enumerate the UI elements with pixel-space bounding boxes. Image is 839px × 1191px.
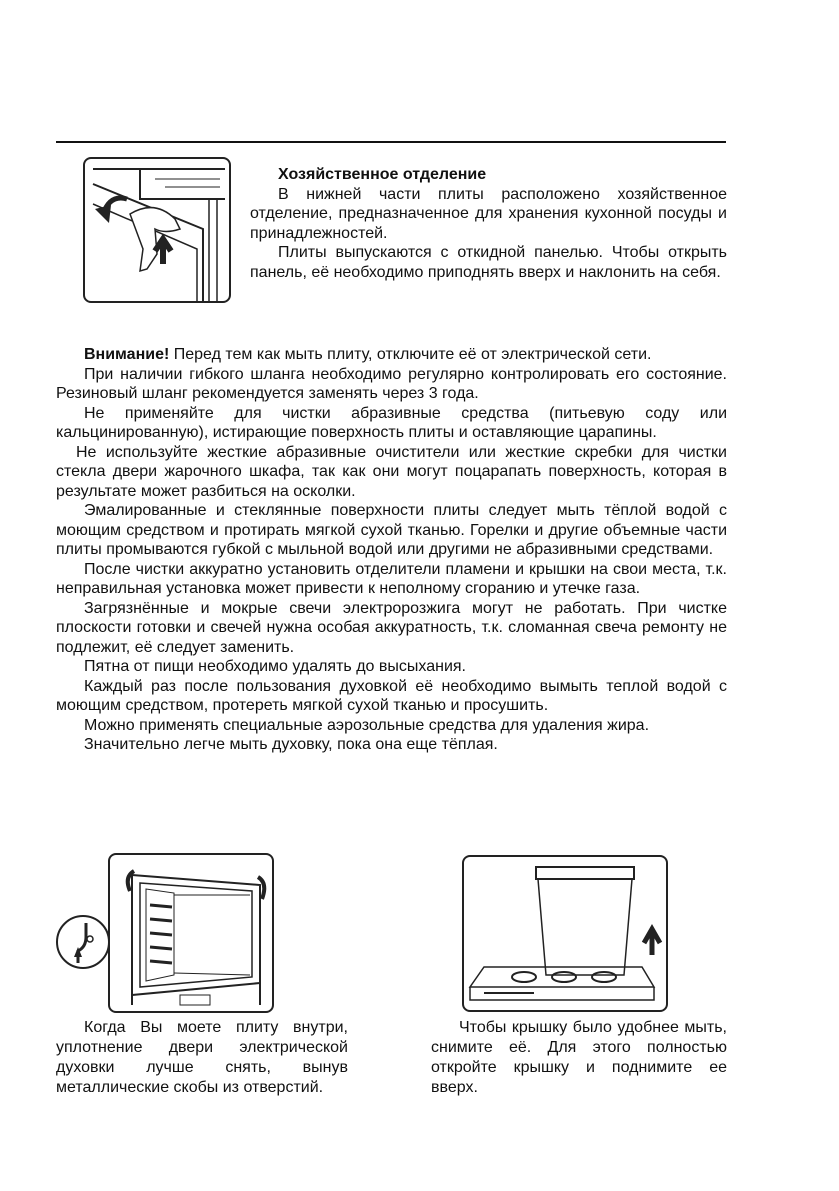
care-paragraph: Эмалированные и стеклянные поверхности плиты следует мыть тёплой водой с моющим средством и протирать мягкой сухой тканью. Горелки и другие объемные части плиты промываются губкой с мыльной водой или другими не абразивными средствами.: [56, 502, 727, 558]
care-paragraph: Загрязнённые и мокрые свечи электророзжига могут не работать. При чистке плоскости готовки и свечей нужна особая аккуратность, т.к. сломанная свеча ремонту не подлежит, её следует заменить.: [56, 599, 727, 656]
storage-panel-illustration: [83, 157, 231, 303]
care-paragraph: Пятна от пищи необходимо удалять до высыхания.: [84, 658, 466, 675]
seal-clip-detail: [56, 915, 110, 969]
care-paragraph: После чистки аккуратно установить отделители пламени и крышки на свои места, т.к. неправильная установка может привести к неполному сгоранию и утечке газа.: [56, 560, 727, 597]
care-paragraph: Значительно легче мыть духовку, пока она еще тёплая.: [84, 736, 498, 753]
lid-removal-drawing: [464, 857, 666, 1010]
care-paragraph: Можно применять специальные аэрозольные средства для удаления жира.: [84, 716, 650, 734]
storage-panel-drawing: [85, 159, 229, 301]
lid-removal-caption: Чтобы крышку было удобнее мыть, снимите её. Для этого полностью откройте крышку и поднимите ее вверх.: [431, 1019, 727, 1096]
storage-section: [250, 165, 727, 282]
care-section: [56, 345, 727, 755]
oven-seal-illustration: [108, 853, 274, 1013]
care-paragraph: Не используйте жесткие абразивные очистители или жесткие скребки для чистки стекла двери жарочного шкафа, так как они могут поцарапать поверхность, которая в результате может разбиться на осколки.: [56, 443, 727, 500]
storage-paragraph: Плиты выпускаются с откидной панелью. Чтобы открыть панель, её необходимо приподнять вверх и наклонить на себя.: [250, 244, 727, 281]
warning-text: Перед тем как мыть плиту, отключите её от электрической сети.: [169, 346, 652, 363]
clip-icon: [58, 917, 108, 967]
warning-line: [56, 345, 727, 365]
lid-removal-illustration: [462, 855, 668, 1012]
care-paragraph: Каждый раз после пользования духовкой её необходимо вымыть теплой водой с моющим средством, протереть мягкой сухой тканью и просушить.: [56, 677, 727, 714]
care-paragraph: Не применяйте для чистки абразивные средства (питьевую соду или кальцинированную), истирающие поверхность плиты и оставляющие царапины.: [56, 404, 727, 441]
storage-heading: Хозяйственное отделение: [278, 166, 487, 183]
care-paragraph: При наличии гибкого шланга необходимо регулярно контролировать его состояние. Резиновый шланг рекомендуется заменять через 3 года.: [56, 365, 727, 402]
oven-seal-drawing: [110, 855, 272, 1011]
header-rule: [56, 141, 726, 143]
warning-label: Внимание!: [84, 346, 170, 363]
oven-seal-caption: Когда Вы моете плиту внутри, уплотнение двери электрической духовки лучше снять, вынув металлические скобы из отверстий.: [56, 1019, 348, 1096]
storage-paragraph: В нижней части плиты расположено хозяйственное отделение, предназначенное для хранения кухонной посуды и принадлежностей.: [250, 185, 727, 242]
